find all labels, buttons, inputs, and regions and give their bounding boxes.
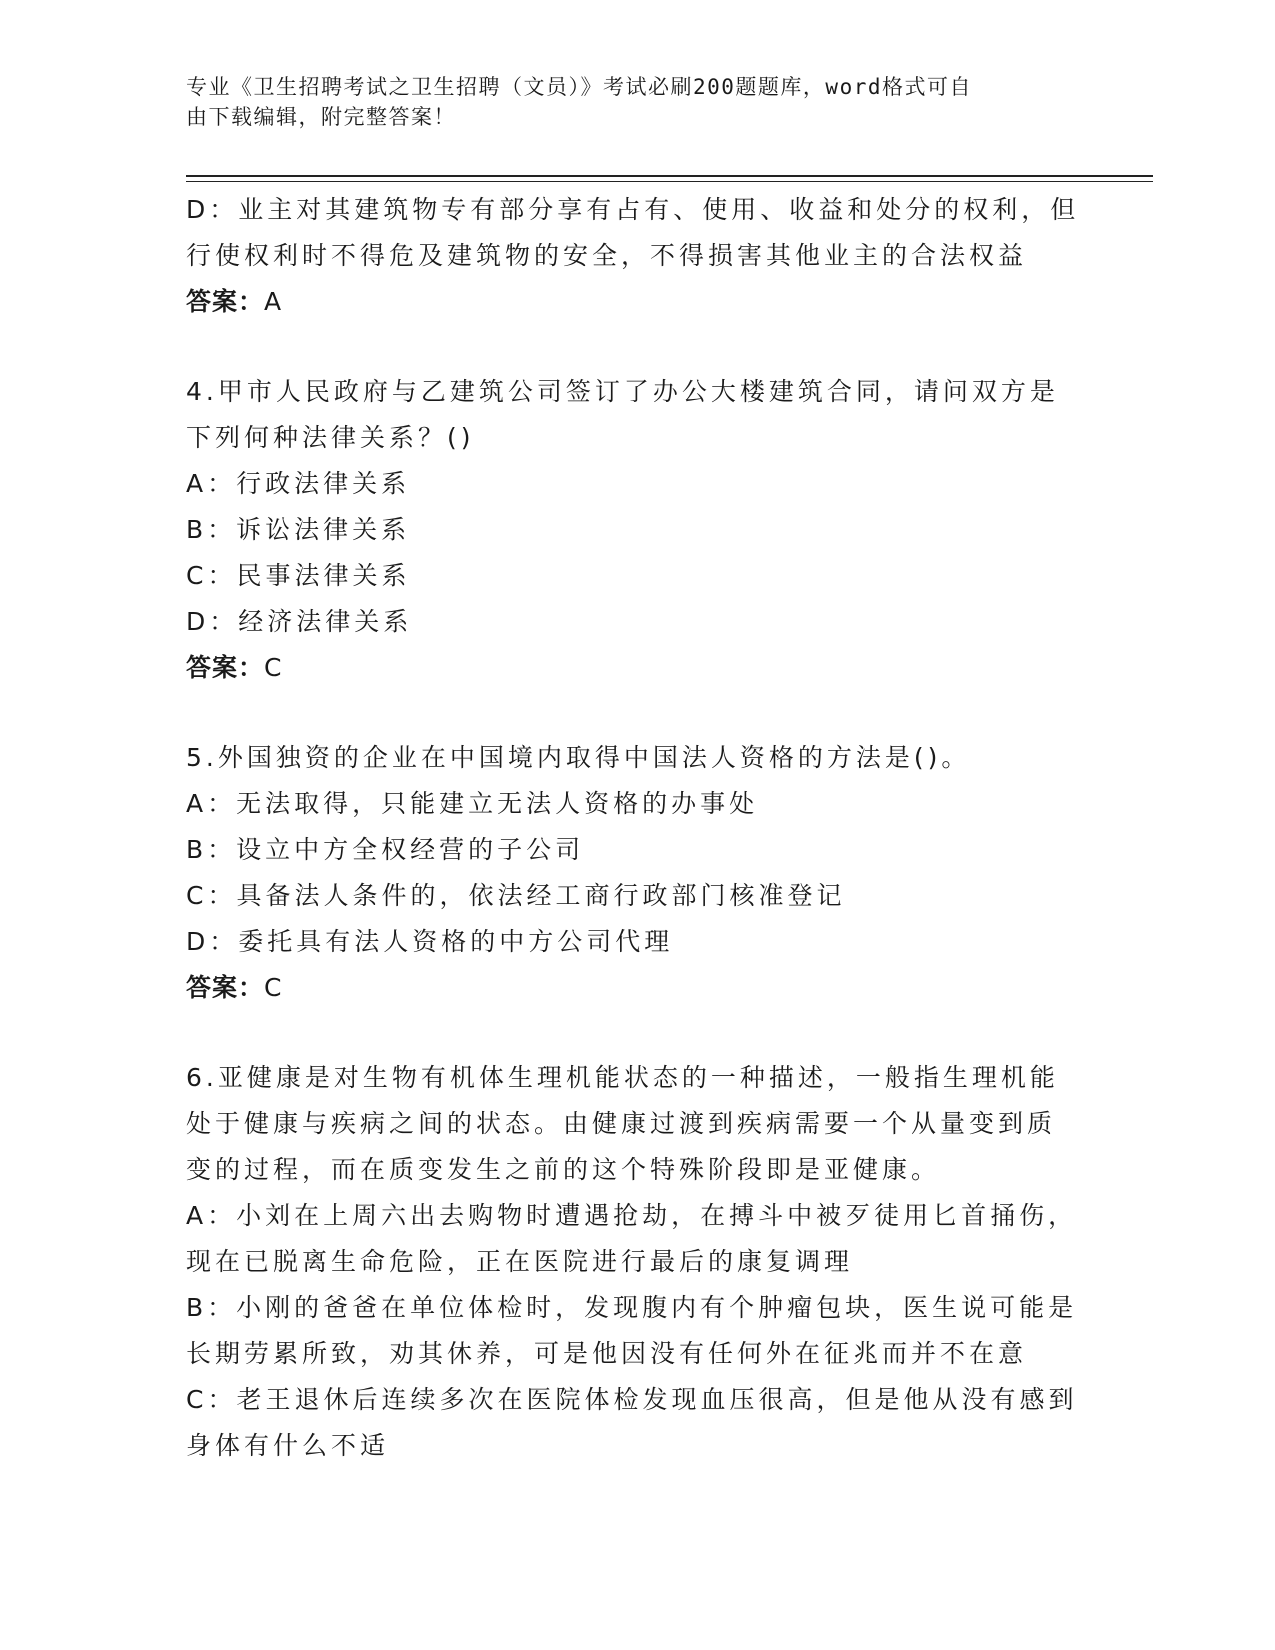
answer-value: C xyxy=(264,653,283,682)
header-divider-thick xyxy=(186,175,1153,177)
question-content xyxy=(186,187,1086,1469)
q6-option-c-line1: C：老王退休后连续多次在医院体检发现血压很高，但是他从没有感到 xyxy=(186,1385,1078,1414)
q6-stem-line2: 处于健康与疾病之间的状态。由健康过渡到疾病需要一个从量变到质 xyxy=(186,1109,1057,1138)
q5-stem-line1: 5.外国独资的企业在中国境内取得中国法人资格的方法是()。 xyxy=(186,743,971,772)
q5-option-a: A：无法取得，只能建立无法人资格的办事处 xyxy=(186,789,759,818)
q4-option-c: C：民事法律关系 xyxy=(186,561,411,590)
q4-option-b: B：诉讼法律关系 xyxy=(186,515,411,544)
spacer xyxy=(186,691,1086,735)
header-title-line2: 由下载编辑，附完整答案！ xyxy=(186,105,456,129)
q5-option-d: D：委托具有法人资格的中方公司代理 xyxy=(186,927,674,956)
spacer xyxy=(186,1011,1086,1055)
q6-option-a-line2: 现在已脱离生命危险，正在医院进行最后的康复调理 xyxy=(186,1247,854,1276)
answer-label: 答案： xyxy=(186,973,265,1002)
answer-label: 答案： xyxy=(186,287,265,316)
q6-option-a-line1: A：小刘在上周六出去购物时遭遇抢劫，在搏斗中被歹徒用匕首捅伤， xyxy=(186,1201,1078,1230)
q6-stem-line1: 6.亚健康是对生物有机体生理机能状态的一种描述，一般指生理机能 xyxy=(186,1063,1059,1092)
answer-label: 答案： xyxy=(186,653,265,682)
spacer xyxy=(186,325,1086,369)
header-title-line1: 专业《卫生招聘考试之卫生招聘（文员）》考试必刷200题题库，word格式可自 xyxy=(186,75,972,99)
answer-value: A xyxy=(264,287,283,316)
q4-answer xyxy=(186,645,1086,691)
q6-option-b-line2: 长期劳累所致，劝其休养，可是他因没有任何外在征兆而并不在意 xyxy=(186,1339,1028,1368)
page-header xyxy=(186,72,1066,132)
q6-stem-line3: 变的过程，而在质变发生之前的这个特殊阶段即是亚健康。 xyxy=(186,1155,941,1184)
question-3-tail xyxy=(186,187,1086,325)
q6-option-c-line2: 身体有什么不适 xyxy=(186,1431,390,1460)
question-5 xyxy=(186,735,1086,1011)
q5-option-b: B：设立中方全权经营的子公司 xyxy=(186,835,585,864)
q3-option-d-line1: D：业主对其建筑物专有部分享有占有、使用、收益和处分的权利，但 xyxy=(186,195,1080,224)
q6-option-b-line1: B：小刚的爸爸在单位体检时，发现腹内有个肿瘤包块，医生说可能是 xyxy=(186,1293,1078,1322)
q3-answer xyxy=(186,279,1086,325)
q4-option-a: A：行政法律关系 xyxy=(186,469,411,498)
question-4 xyxy=(186,369,1086,691)
question-6 xyxy=(186,1055,1086,1469)
q4-option-d: D：经济法律关系 xyxy=(186,607,413,636)
q5-option-c: C：具备法人条件的，依法经工商行政部门核准登记 xyxy=(186,881,846,910)
header-divider-thin xyxy=(186,181,1153,182)
q4-stem-line1: 4.甲市人民政府与乙建筑公司签订了办公大楼建筑合同，请问双方是 xyxy=(186,377,1059,406)
q4-stem-line2: 下列何种法律关系？() xyxy=(186,423,475,452)
q5-answer xyxy=(186,965,1086,1011)
q3-option-d-line2: 行使权利时不得危及建筑物的安全，不得损害其他业主的合法权益 xyxy=(186,241,1028,270)
answer-value: C xyxy=(264,973,283,1002)
